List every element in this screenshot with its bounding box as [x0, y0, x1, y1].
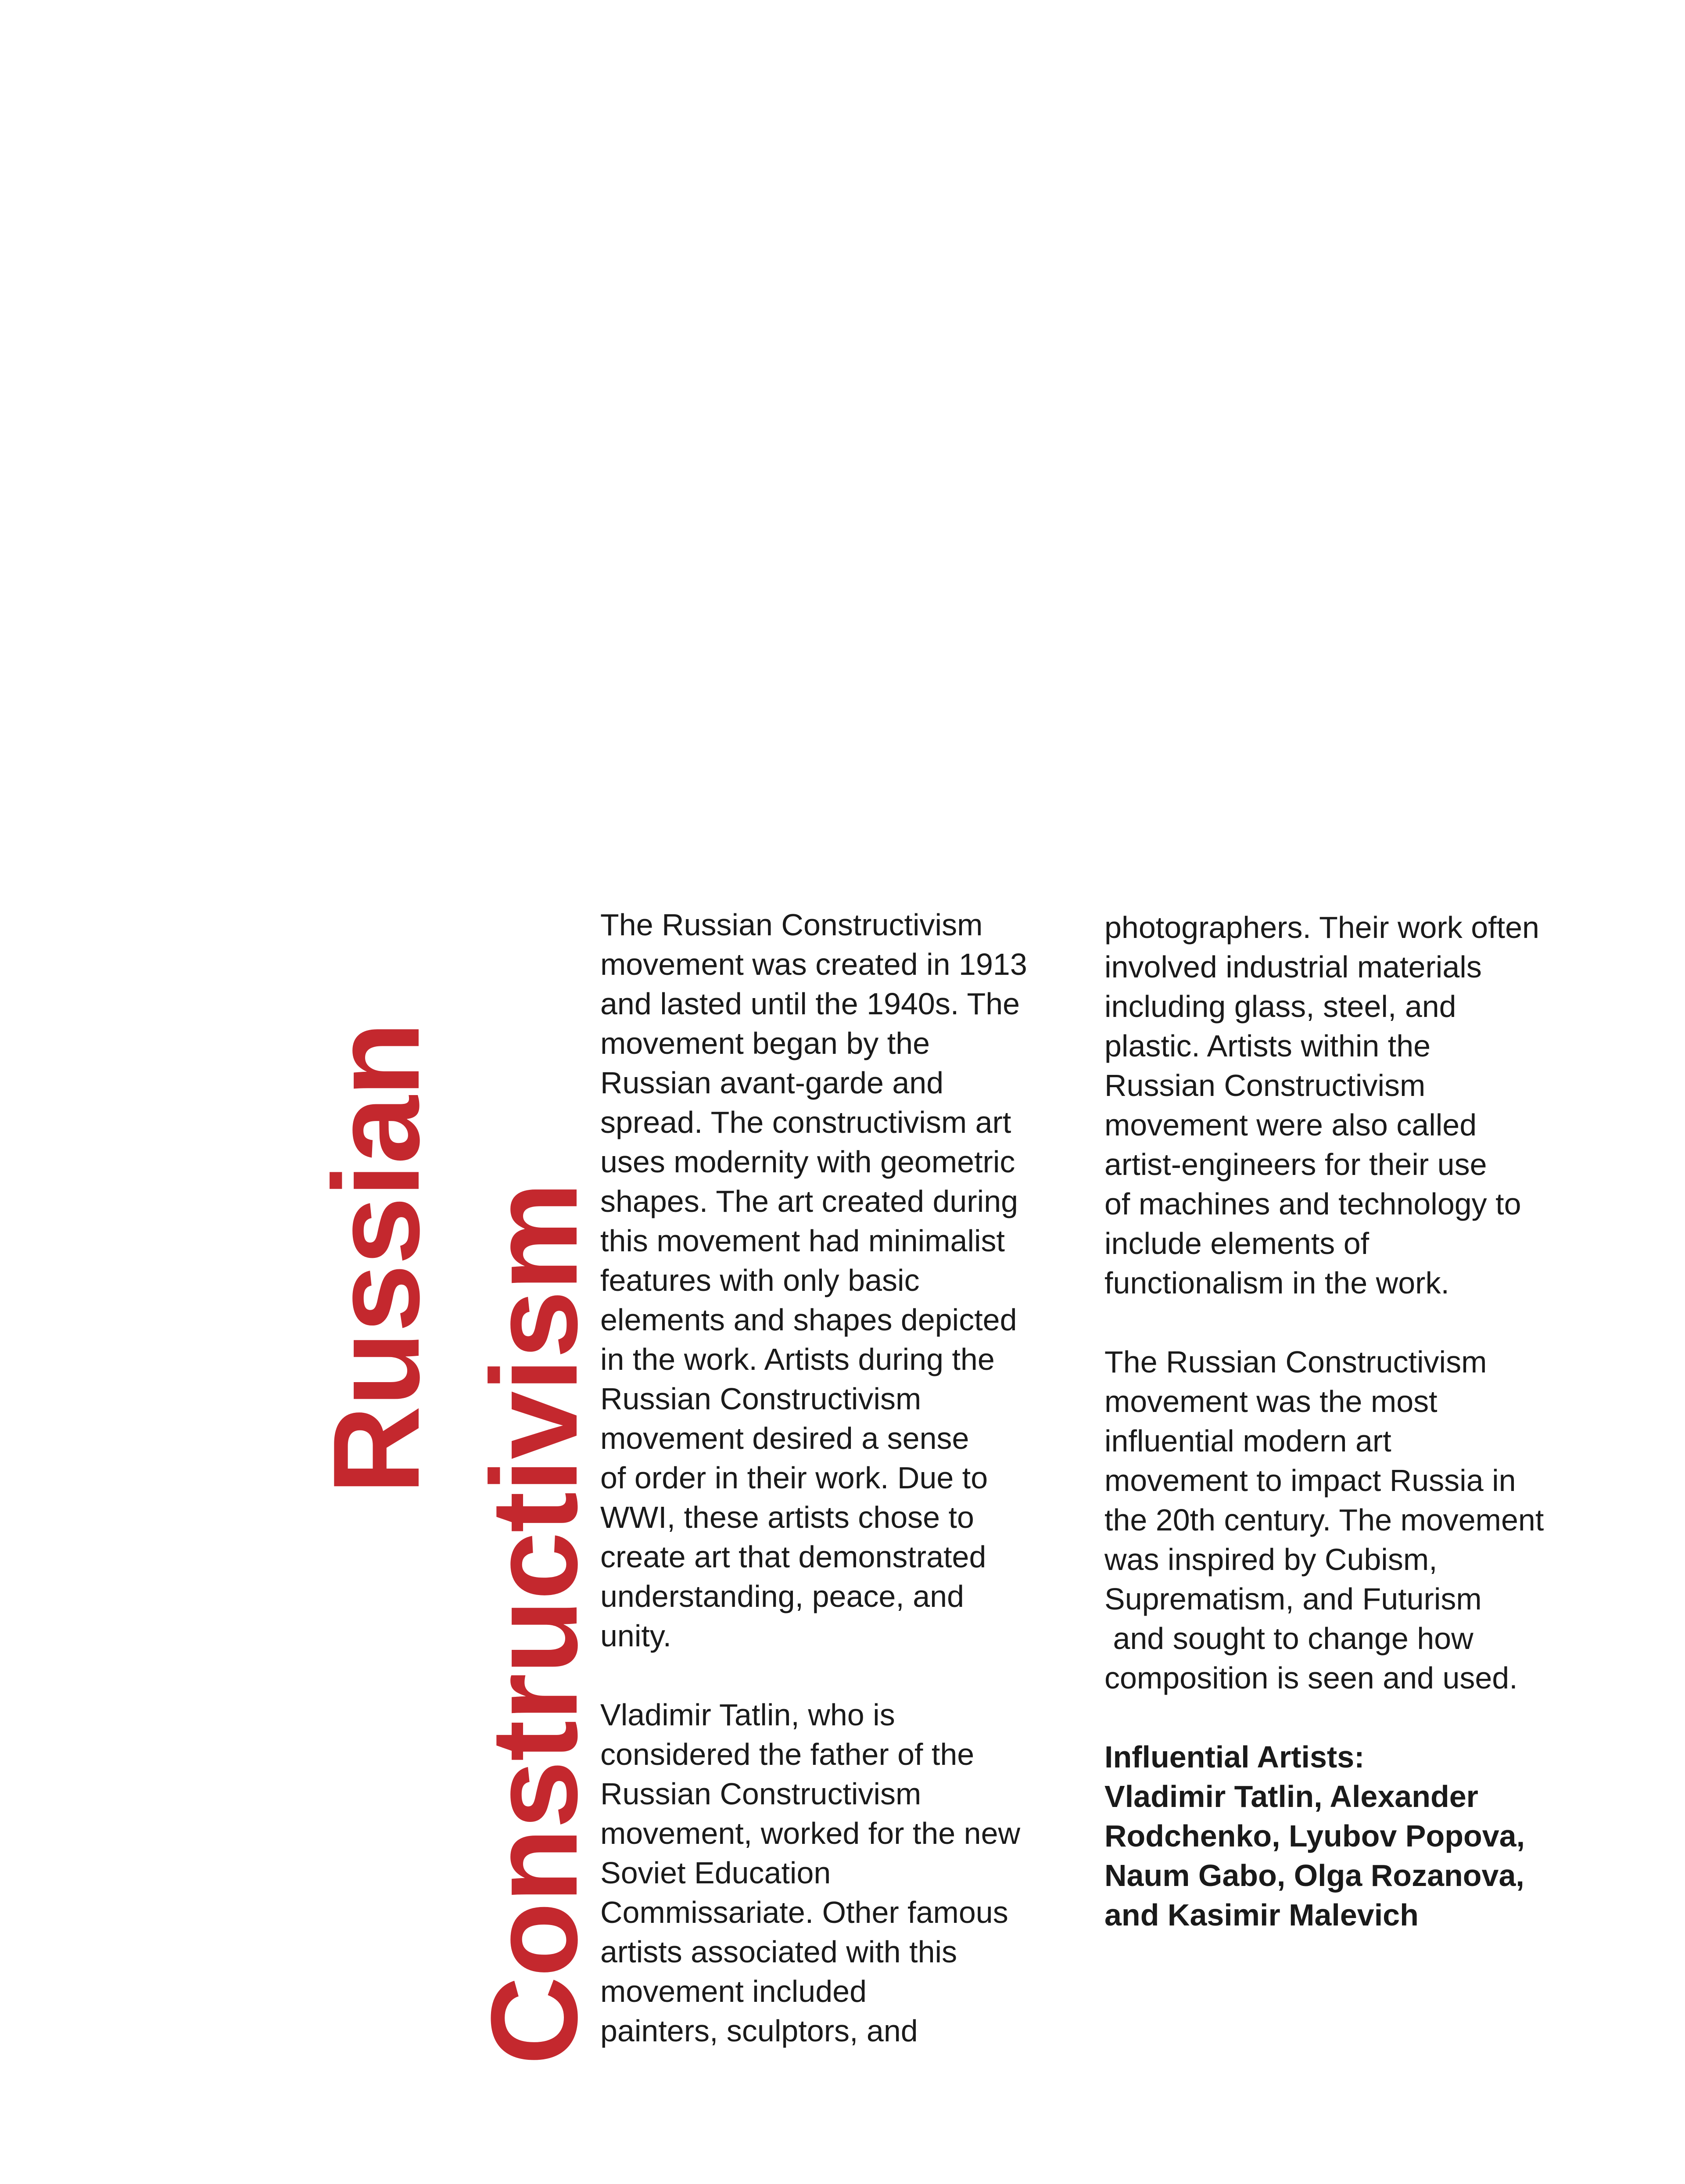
text-line: movement included — [600, 1974, 867, 2008]
text-line: Russian avant-garde and — [600, 1066, 944, 1100]
text-line: elements and shapes depicted — [600, 1303, 1017, 1337]
text-line: uses modernity with geometric — [600, 1145, 1015, 1179]
text-line: include elements of — [1104, 1226, 1370, 1261]
text-line: Russian Constructivism — [1104, 1068, 1426, 1103]
text-line: movement was created in 1913 — [600, 947, 1027, 981]
text-line: movement to impact Russia in — [1104, 1463, 1516, 1498]
text-line: the 20th century. The movement — [1104, 1503, 1544, 1537]
paragraph-materials — [1104, 908, 1544, 1303]
text-line: Vladimir Tatlin, Alexander — [1104, 1779, 1478, 1814]
text-line: including glass, steel, and — [1104, 989, 1456, 1024]
text-line: of order in their work. Due to — [600, 1461, 988, 1495]
text-line: features with only basic — [600, 1263, 920, 1297]
text-line: painters, sculptors, and — [600, 2014, 918, 2048]
text-line: unity. — [600, 1619, 672, 1653]
text-line: Naum Gabo, Olga Rozanova, — [1104, 1858, 1524, 1893]
text-line: movement were also called — [1104, 1108, 1477, 1142]
text-line: involved industrial materials — [1104, 950, 1482, 984]
text-line: was inspired by Cubism, — [1104, 1542, 1438, 1577]
text-line: and sought to change how — [1104, 1621, 1473, 1656]
paragraph-tatlin — [600, 1695, 1027, 2051]
text-line: and lasted until the 1940s. The — [600, 987, 1020, 1021]
text-line: Vladimir Tatlin, who is — [600, 1698, 895, 1732]
paragraph-gap — [1104, 1303, 1544, 1342]
body-column-right — [1104, 908, 1544, 1935]
text-line: Soviet Education — [600, 1856, 831, 1890]
text-line: this movement had minimalist — [600, 1224, 1005, 1258]
text-line: Rodchenko, Lyubov Popova, — [1104, 1819, 1525, 1853]
text-line: considered the father of the — [600, 1737, 975, 1771]
text-line: The Russian Constructivism — [600, 908, 983, 942]
text-line: functionalism in the work. — [1104, 1266, 1449, 1300]
influential-artists-list — [1104, 1737, 1544, 1935]
text-line: and Kasimir Malevich — [1104, 1898, 1419, 1932]
text-line: WWI, these artists chose to — [600, 1500, 974, 1534]
title-russian: Russian — [308, 1022, 445, 1494]
paragraph-influence — [1104, 1342, 1544, 1698]
text-line: Russian Constructivism — [600, 1382, 921, 1416]
body-column-left — [600, 905, 1027, 2051]
text-line: Commissariate. Other famous — [600, 1895, 1008, 1929]
text-line: in the work. Artists during the — [600, 1342, 995, 1376]
paragraph-history — [600, 905, 1027, 1656]
text-line: The Russian Constructivism — [1104, 1345, 1487, 1379]
text-line: artist-engineers for their use — [1104, 1147, 1487, 1182]
text-line: influential modern art — [1104, 1424, 1391, 1458]
title-constructivism: Constructivism — [466, 1182, 603, 2065]
text-line: movement was the most — [1104, 1384, 1438, 1419]
text-line: artists associated with this — [600, 1935, 957, 1969]
text-line: understanding, peace, and — [600, 1579, 964, 1613]
text-line: movement, worked for the new — [600, 1816, 1021, 1850]
text-line: Russian Constructivism — [600, 1777, 921, 1811]
text-line: composition is seen and used. — [1104, 1661, 1518, 1695]
text-line: plastic. Artists within the — [1104, 1029, 1431, 1063]
text-line: of machines and technology to — [1104, 1187, 1521, 1221]
text-line: shapes. The art created during — [600, 1184, 1018, 1218]
text-line: movement desired a sense — [600, 1421, 969, 1455]
text-line: create art that demonstrated — [600, 1540, 986, 1574]
paragraph-gap — [600, 1656, 1027, 1695]
text-line: movement began by the — [600, 1026, 930, 1060]
text-line: Suprematism, and Futurism — [1104, 1582, 1482, 1616]
influential-artists-heading: Influential Artists: — [1104, 1740, 1365, 1774]
text-line: spread. The constructivism art — [600, 1105, 1011, 1139]
paragraph-gap — [1104, 1698, 1544, 1737]
text-line: photographers. Their work often — [1104, 910, 1539, 945]
